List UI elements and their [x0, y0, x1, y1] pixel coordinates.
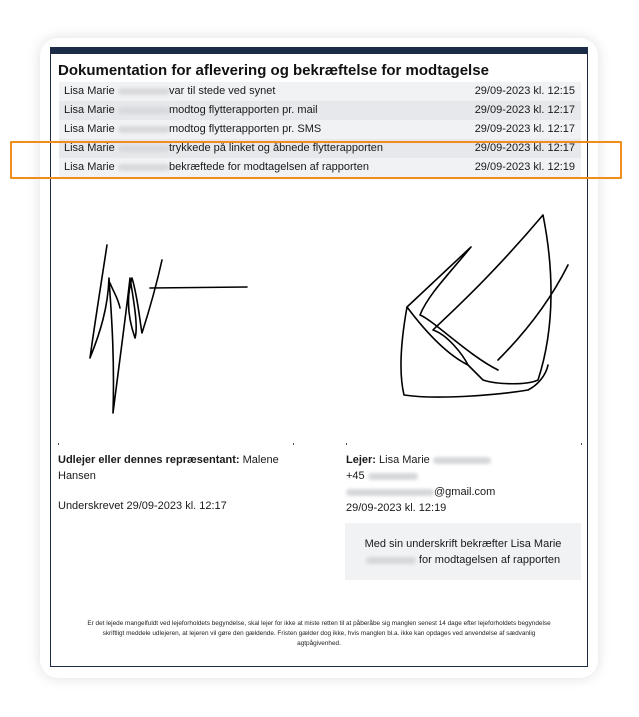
highlight-box	[10, 141, 622, 179]
redacted-surname	[118, 107, 170, 114]
log-action: modtog flytterapporten pr. SMS	[169, 123, 322, 135]
document-title: Dokumentation for aflevering og bekræftelse for modtagelse	[58, 62, 489, 79]
signature-line-mark	[293, 443, 294, 445]
redacted-surname	[118, 126, 170, 133]
landlord-block	[58, 452, 293, 484]
confirmation-line-1: Med sin underskrift bekræfter Lisa Marie	[364, 538, 562, 550]
redacted-email	[346, 489, 434, 496]
landlord-name-first: Malene	[242, 454, 279, 466]
tenant-signed: 29/09-2023 kl. 12:19	[346, 502, 447, 514]
header-bar	[51, 47, 587, 54]
log-action: var til stede ved synet	[169, 85, 276, 97]
tenant-label: Lejer:	[346, 454, 376, 466]
log-timestamp: 29/09-2023 kl. 12:17	[474, 123, 575, 135]
log-name: Lisa Marie	[64, 161, 115, 173]
signature-line-mark	[58, 443, 59, 445]
signature-line-mark	[581, 443, 582, 445]
log-timestamp: 29/09-2023 kl. 12:19	[474, 161, 575, 173]
landlord-label: Udlejer eller dennes repræsentant:	[58, 454, 240, 466]
log-name: Lisa Marie	[64, 85, 115, 97]
tenant-email-suffix: @gmail.com	[434, 486, 496, 498]
redacted-surname	[118, 88, 170, 95]
confirmation-line-2: for modtagelsen af rapporten	[418, 554, 561, 566]
redacted-surname	[433, 457, 491, 464]
log-row	[59, 101, 581, 120]
landlord-signature	[80, 238, 255, 423]
log-timestamp: 29/09-2023 kl. 12:17	[474, 104, 575, 116]
tenant-block	[346, 452, 586, 516]
signature-line-mark	[346, 443, 347, 445]
tenant-confirmation	[345, 523, 581, 580]
landlord-signed: Underskrevet 29/09-2023 kl. 12:17	[58, 500, 227, 512]
log-action: trykkede på linket og åbnede flytterapporten	[169, 142, 384, 154]
log-timestamp: 29/09-2023 kl. 12:15	[474, 85, 575, 97]
log-name: Lisa Marie	[64, 104, 115, 116]
log-timestamp: 29/09-2023 kl. 12:17	[474, 142, 575, 154]
log-name: Lisa Marie	[64, 123, 115, 135]
tenant-name: Lisa Marie	[379, 454, 430, 466]
redacted-surname	[366, 557, 416, 564]
tenant-phone-prefix: +45	[346, 470, 365, 482]
log-row	[59, 120, 581, 139]
log-row	[59, 82, 581, 101]
log-action: bekræftede for modtagelsen af rapporten	[169, 161, 369, 173]
legal-footer: Er det lejede mangelfuldt ved lejeforholdets begyndelse, skal lejer for ikke at miste retten til at påberåbe sig manglen senest 14 dage efter lejeforholdets begyndelse skriftligt meddele udlejeren, at lejeren vil gøre den gældende. Fristen gælder dog ikke, hvis manglen bl.a. ikke kan opdages ved anvendelse af sædvanlig agtpågivenhed.	[87, 620, 551, 647]
redacted-phone	[368, 473, 418, 480]
landlord-name-last: Hansen	[58, 470, 96, 482]
log-action: modtog flytterapporten pr. mail	[169, 104, 318, 116]
log-name: Lisa Marie	[64, 142, 115, 154]
tenant-signature	[388, 205, 578, 410]
